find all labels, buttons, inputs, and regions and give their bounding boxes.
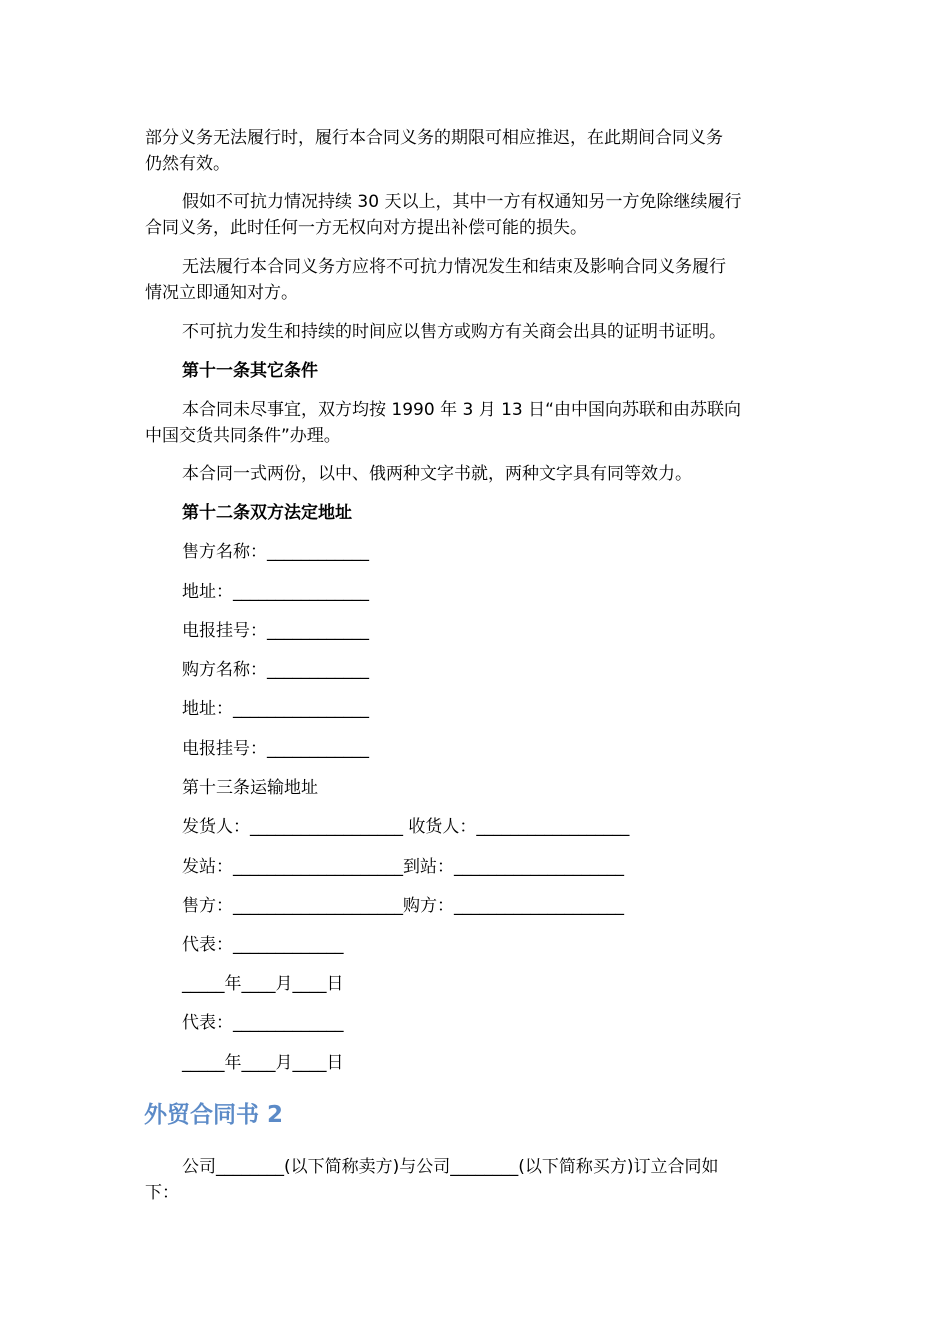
representative-field: 代表：_____________ xyxy=(182,935,344,955)
seller-cable-field: 电报挂号：____________ xyxy=(182,621,369,641)
seller-address-field: 地址：________________ xyxy=(182,582,369,602)
date-field: _____年____月____日 xyxy=(182,1053,344,1073)
buyer-name-field: 购方名称：____________ xyxy=(182,660,369,680)
paragraph-line: 不可抗力发生和持续的时间应以售方或购方有关商会出具的证明书证明。 xyxy=(182,322,726,342)
paragraph-line: 无法履行本合同义务方应将不可抗力情况发生和结束及影响合同义务履行 xyxy=(182,257,726,277)
article-13-title: 第十三条运输地址 xyxy=(182,778,318,798)
paragraph-line: 本合同一式两份，以中、俄两种文字书就，两种文字具有同等效力。 xyxy=(182,464,692,484)
section-heading: 外贸合同书 2 xyxy=(144,1102,284,1128)
parties-line: 售方：____________________购方：____________________ xyxy=(182,896,624,916)
buyer-cable-field: 电报挂号：____________ xyxy=(182,739,369,759)
paragraph-line: 情况立即通知对方。 xyxy=(145,283,298,303)
date-field: _____年____月____日 xyxy=(182,974,344,994)
article-12-title: 第十二条双方法定地址 xyxy=(182,503,352,523)
buyer-address-field: 地址：________________ xyxy=(182,699,369,719)
paragraph-line: 下： xyxy=(145,1183,179,1203)
stations-line: 发站：____________________到站：____________________ xyxy=(182,857,624,877)
paragraph-line: 仍然有效。 xyxy=(145,154,230,174)
article-11-title: 第十一条其它条件 xyxy=(182,361,318,381)
paragraph-line: 中国交货共同条件”办理。 xyxy=(145,426,341,446)
shipper-consignee-line: 发货人：__________________ 收货人：__________________ xyxy=(182,817,630,837)
paragraph-line: 公司________(以下简称卖方)与公司________(以下简称买方)订立合同如 xyxy=(182,1157,719,1177)
paragraph-line: 本合同未尽事宜，双方均按 1990 年 3 月 13 日“由中国向苏联和由苏联向 xyxy=(182,400,741,420)
paragraph-line: 合同义务，此时任何一方无权向对方提出补偿可能的损失。 xyxy=(145,218,587,238)
representative-field: 代表：_____________ xyxy=(182,1013,344,1033)
paragraph-line: 假如不可抗力情况持续 30 天以上，其中一方有权通知另一方免除继续履行 xyxy=(182,192,742,212)
seller-name-field: 售方名称：____________ xyxy=(182,542,369,562)
paragraph-line: 部分义务无法履行时，履行本合同义务的期限可相应推迟，在此期间合同义务 xyxy=(145,128,723,148)
